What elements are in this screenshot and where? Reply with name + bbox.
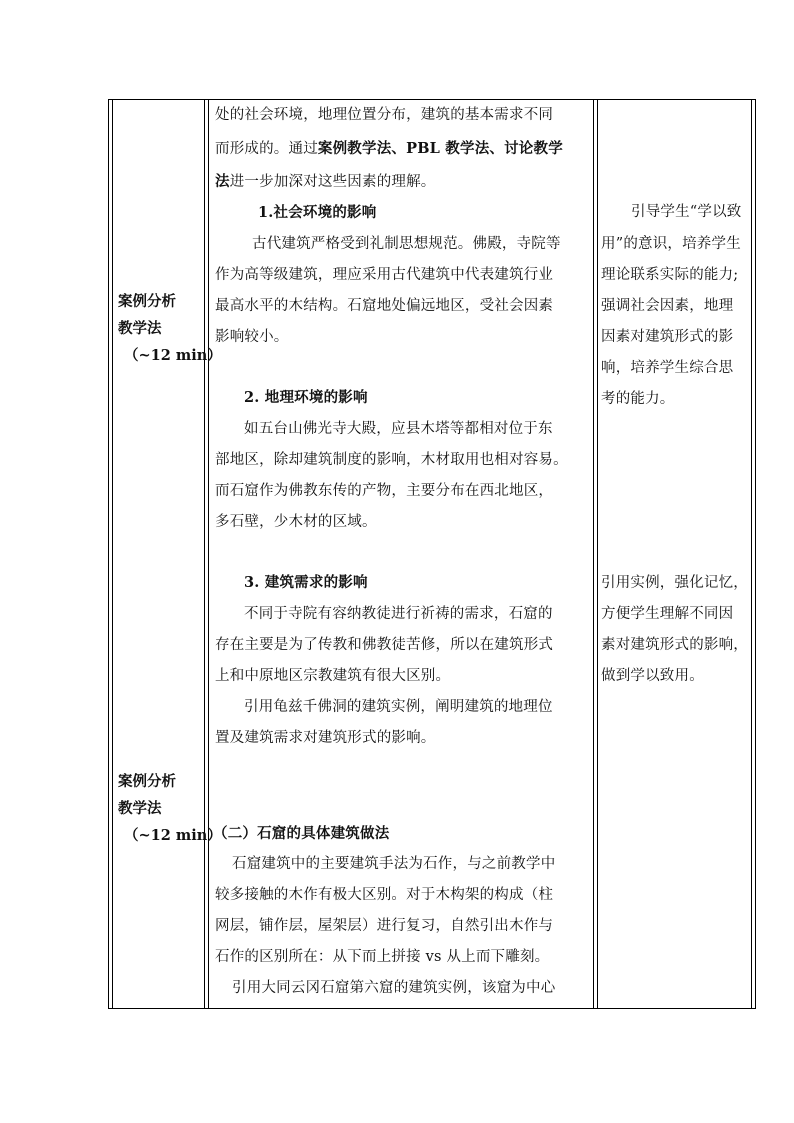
section-heading-needs: 3. 建筑需求的影响 [244,574,368,591]
needs-line-5: 置及建筑需求对建筑形式的影响。 [215,730,436,746]
geography-line-2: 部地区，除却建筑制度的影响，木材取用也相对容易。 [215,452,568,468]
construction-line-1: 石窟建筑中的主要建筑手法为石作，与之前教学中 [232,856,556,872]
geography-line-3: 而石窟作为佛教东传的产物，主要分布在西北地区， [215,483,554,499]
note1-line-2: 用”的意识，培养学生 [601,236,741,252]
method-label-1-line2: 教学法 [118,320,162,337]
table-left-border-inner [112,99,113,1009]
needs-line-3: 上和中原地区宗教建筑有很大区别。 [215,668,451,684]
note2-line-4: 做到学以致用。 [601,668,704,684]
social-line-1: 古代建筑严格受到礼制思想规范。佛殿，寺院等 [252,236,561,252]
social-line-4: 影响较小。 [215,329,289,345]
intro-line-3-plain: 进一步加深对这些因素的理解。 [229,174,436,190]
needs-line-4: 引用龟兹千佛洞的建筑实例，阐明建筑的地理位 [244,699,553,715]
construction-line-3: 网层，铺作层，屋架层）进行复习，自然引出木作与 [215,918,554,934]
needs-line-2: 存在主要是为了传教和佛教徒苦修，所以在建筑形式 [215,637,554,653]
method-label-2-line2: 教学法 [118,800,162,817]
table-bottom-border [108,1008,756,1009]
intro-line-2-plain: 而形成的。通过 [215,141,318,157]
note1-line-7: 考的能力。 [601,391,675,407]
table-left-border-outer [108,99,109,1009]
table-right-border-outer [751,99,752,1009]
column-divider-2b [597,99,598,1009]
method-label-1-line1: 案例分析 [118,293,176,310]
social-line-3: 最高水平的木结构。石窟地处偏远地区，受社会因素 [215,298,554,314]
construction-line-5: 引用大同云冈石窟第六窟的建筑实例，该窟为中心 [232,980,556,996]
table-right-border-inner [755,99,756,1009]
construction-line-4: 石作的区别所在：从下而上拼接 vs 从上而下雕刻。 [215,949,550,965]
section-heading-construction: （二）石窟的具体建筑做法 [213,825,390,842]
method-label-1-time: （~12 min） [124,347,222,364]
note2-line-2: 方便学生理解不同因 [601,606,734,622]
intro-line-2 [215,132,563,166]
social-line-2: 作为高等级建筑，理应采用古代建筑中代表建筑行业 [215,267,554,283]
construction-line-2: 较多接触的木作有极大区别。对于木构架的构成（柱 [215,887,554,903]
geography-line-4: 多石壁，少木材的区域。 [215,514,377,530]
note1-line-3: 理论联系实际的能力; [601,267,739,283]
intro-line-2-bold: 案例教学法、PBL 教学法、讨论教学 [317,140,563,157]
column-divider-2a [593,99,594,1009]
method-label-2-line1: 案例分析 [118,773,176,790]
intro-line-3-bold: 法 [215,173,230,190]
geography-line-1: 如五台山佛光寺大殿，应县木塔等都相对位于东 [244,421,553,437]
method-label-2-time: （~12 min） [124,827,222,844]
note2-line-3: 素对建筑形式的影响， [601,637,748,653]
method-label-1 [118,288,222,369]
note2-line-1: 引用实例，强化记忆， [601,575,748,591]
note1-line-4: 强调社会因素，地理 [601,298,734,314]
needs-line-1: 不同于寺院有容纳教徒进行祈祷的需求，石窟的 [244,606,553,622]
note1-line-1: 引导学生“学以致 [631,204,742,220]
note1-line-5: 因素对建筑形式的影 [601,329,734,345]
column-divider-1a [204,99,205,1009]
section-heading-geography: 2. 地理环境的影响 [244,389,368,406]
intro-line-3 [215,165,436,199]
intro-line-1: 处的社会环境，地理位置分布，建筑的基本需求不同 [215,107,554,123]
column-divider-1b [208,99,209,1009]
method-label-2 [118,768,222,849]
section-heading-social: 1.社会环境的影响 [258,204,377,221]
note1-line-6: 响，培养学生综合思 [601,360,734,376]
